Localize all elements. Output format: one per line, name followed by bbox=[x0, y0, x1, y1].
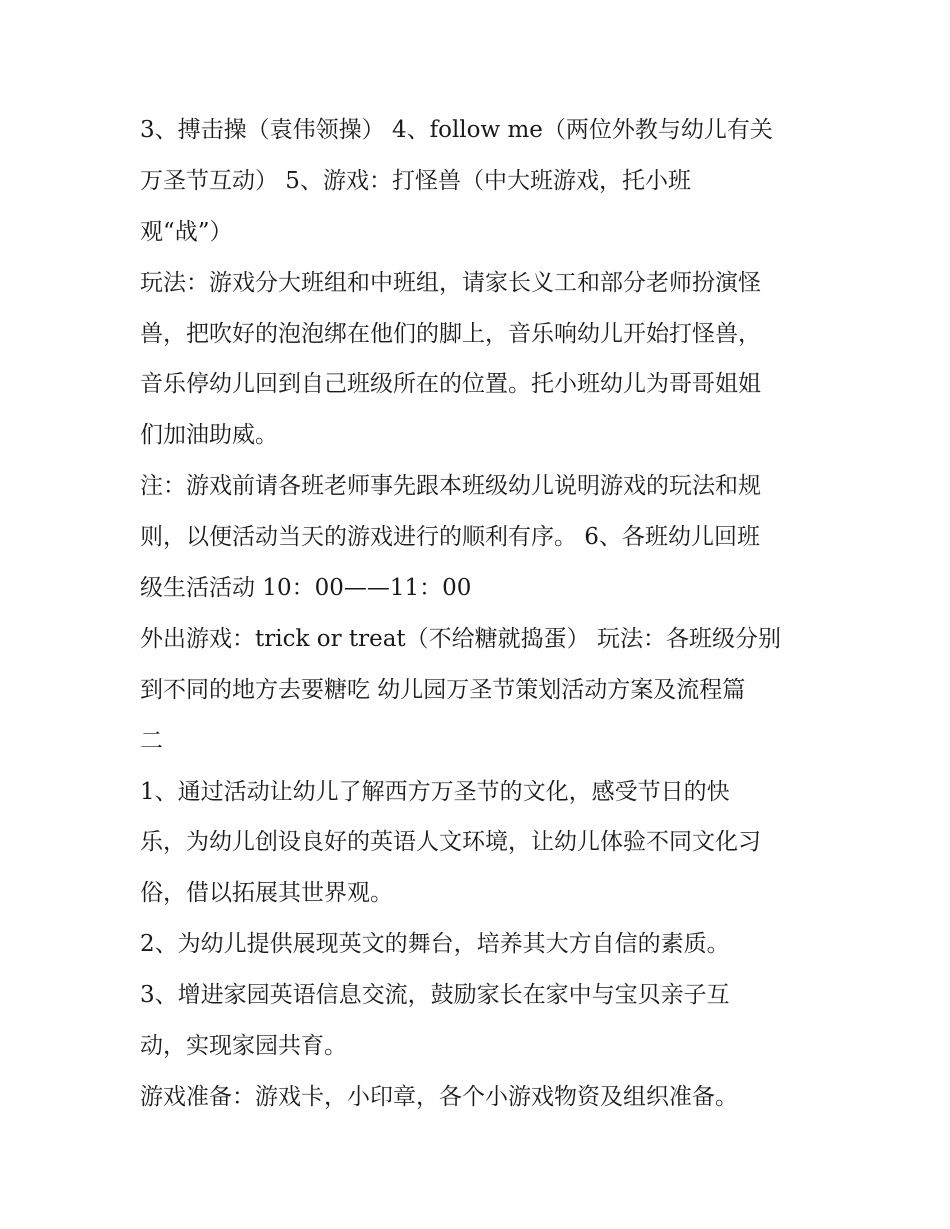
text-line: 到不同的地方去要糖吃 幼儿园万圣节策划活动方案及流程篇 bbox=[140, 676, 746, 703]
text-line: 动，实现家园共育。 bbox=[140, 1033, 347, 1060]
text-line: 注：游戏前请各班老师事先跟本班级幼儿说明游戏的玩法和规 bbox=[140, 473, 761, 500]
text-line: 乐，为幼儿创设良好的英语人文环境，让幼儿体验不同文化习 bbox=[140, 829, 761, 856]
text-line: 1、通过活动让幼儿了解西方万圣节的文化，感受节日的快 bbox=[140, 778, 730, 805]
text-line: 3、搏击操（袁伟领操） 4、follow me（两位外教与幼儿有关 bbox=[140, 117, 773, 143]
text-line: 游戏准备：游戏卡，小印章，各个小游戏物资及组织准备。 bbox=[140, 1083, 738, 1110]
text-line: 玩法：游戏分大班组和中班组，请家长义工和部分老师扮演怪 bbox=[140, 269, 761, 296]
text-line: 2、为幼儿提供展现英文的舞台，培养其大方自信的素质。 bbox=[140, 931, 730, 958]
text-line: 3、增进家园英语信息交流，鼓励家长在家中与宝贝亲子互 bbox=[140, 982, 730, 1009]
text-line: 二 bbox=[140, 727, 163, 754]
text-line: 音乐停幼儿回到自己班级所在的位置。托小班幼儿为哥哥姐姐 bbox=[140, 371, 761, 398]
text-line: 观“战”） bbox=[140, 218, 233, 245]
text-line: 兽，把吹好的泡泡绑在他们的脚上，音乐响幼儿开始打怪兽， bbox=[140, 320, 761, 347]
text-line: 外出游戏：trick or treat（不给糖就捣蛋） 玩法：各班级分别 bbox=[140, 625, 781, 652]
text-line: 俗，借以拓展其世界观。 bbox=[140, 880, 393, 907]
text-line: 们加油助威。 bbox=[140, 422, 278, 449]
text-line: 则，以便活动当天的游戏进行的顺利有序。 6、各班幼儿回班 bbox=[140, 524, 760, 551]
document-body bbox=[140, 105, 820, 1123]
text-line: 级生活活动 10：00——11：00 bbox=[140, 575, 472, 602]
text-line: 万圣节互动） 5、游戏：打怪兽（中大班游戏，托小班 bbox=[140, 167, 691, 194]
